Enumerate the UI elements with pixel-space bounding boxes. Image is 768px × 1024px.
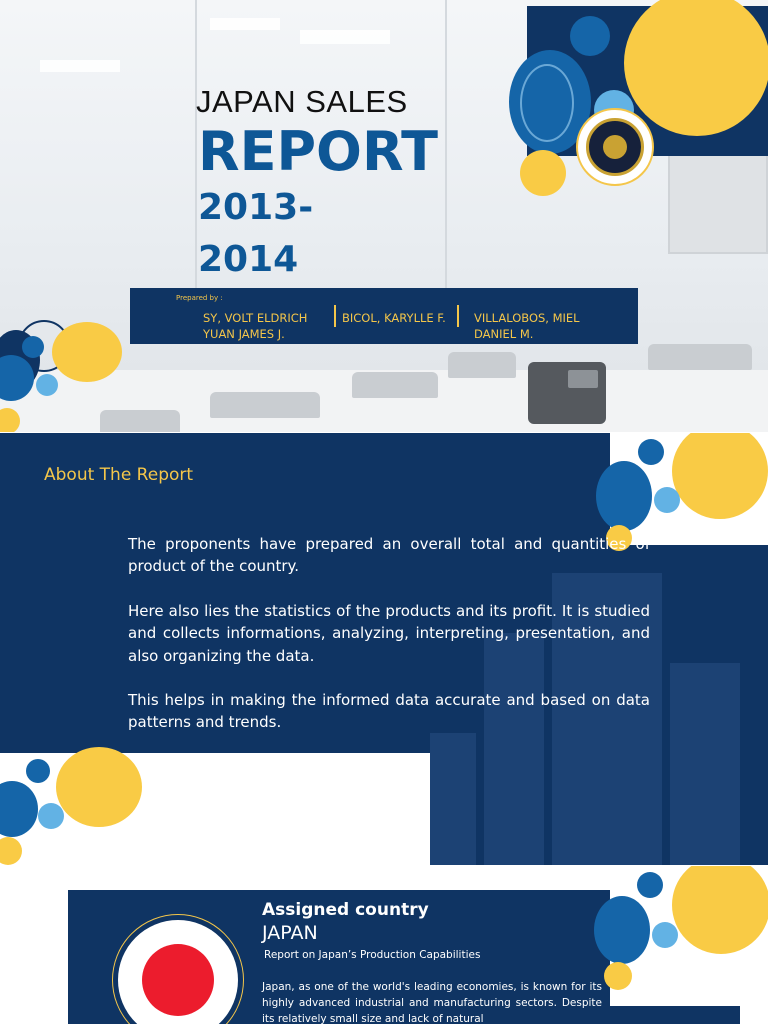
flag-sun [142, 944, 214, 1016]
glass-wall-line [445, 0, 447, 300]
chair [648, 344, 752, 370]
desk-phone [528, 362, 606, 424]
section-heading: About The Report [44, 465, 194, 485]
outline-circle [520, 64, 574, 142]
paragraph: This helps in making the informed data accurate and based on data patterns and trends. [128, 691, 650, 732]
title-line-1: JAPAN SALES [196, 84, 408, 119]
building-shape [670, 663, 740, 865]
prepared-by-label: Prepared by : [176, 294, 223, 302]
light-blue-circle [654, 487, 680, 513]
light-blue-circle [652, 922, 678, 948]
country-heading: Assigned country [262, 900, 429, 920]
chair [352, 372, 438, 398]
blue-circle [594, 896, 650, 964]
divider [334, 305, 336, 327]
country-slide [0, 866, 768, 1024]
prepared-by-box [130, 288, 638, 344]
blue-circle [26, 759, 50, 783]
chair [100, 410, 180, 432]
blue-circle [22, 336, 44, 358]
divider [457, 305, 459, 327]
light-blue-circle [36, 374, 58, 396]
paragraph: The proponents have prepared an overall total and quantities of product of the country. [128, 535, 650, 576]
yellow-circle [624, 0, 768, 136]
ceiling-light [210, 18, 280, 30]
about-body [128, 533, 650, 756]
blue-circle [570, 16, 610, 56]
author-name: BICOL, KARYLLE F. [342, 311, 446, 325]
blue-circle [638, 439, 664, 465]
country-body: Japan, as one of the world's leading economies, is known for its highly advanced industrial and manufacturing sectors. Despite its relatively small size and lack of natural [262, 981, 602, 1024]
author-name: SY, VOLT ELDRICH YUAN JAMES J. [203, 311, 308, 341]
yellow-circle [520, 150, 566, 196]
chair [210, 392, 320, 418]
title-slide [0, 0, 768, 432]
chair [448, 352, 516, 378]
ceiling-light [300, 30, 390, 44]
yellow-circle [56, 747, 142, 827]
light-blue-circle [38, 803, 64, 829]
country-name: JAPAN [262, 922, 318, 944]
yellow-circle [604, 962, 632, 990]
school-crest-icon [576, 108, 654, 186]
blue-circle [637, 872, 663, 898]
about-slide [0, 433, 768, 865]
country-subtitle: Report on Japan’s Production Capabilities [264, 949, 481, 961]
title-line-2: REPORT [198, 120, 438, 183]
author-name: VILLALOBOS, MIEL DANIEL M. [474, 311, 580, 341]
paragraph: Here also lies the statistics of the products and its profit. It is studied and collects informations, analyzing, interpreting, presentation, and also organizing the data. [128, 601, 650, 665]
blue-circle [596, 461, 652, 531]
ceiling-light [40, 60, 120, 72]
report-year: 2013-2014 [198, 187, 314, 280]
yellow-circle [52, 322, 122, 382]
glass-wall-line [195, 0, 197, 300]
